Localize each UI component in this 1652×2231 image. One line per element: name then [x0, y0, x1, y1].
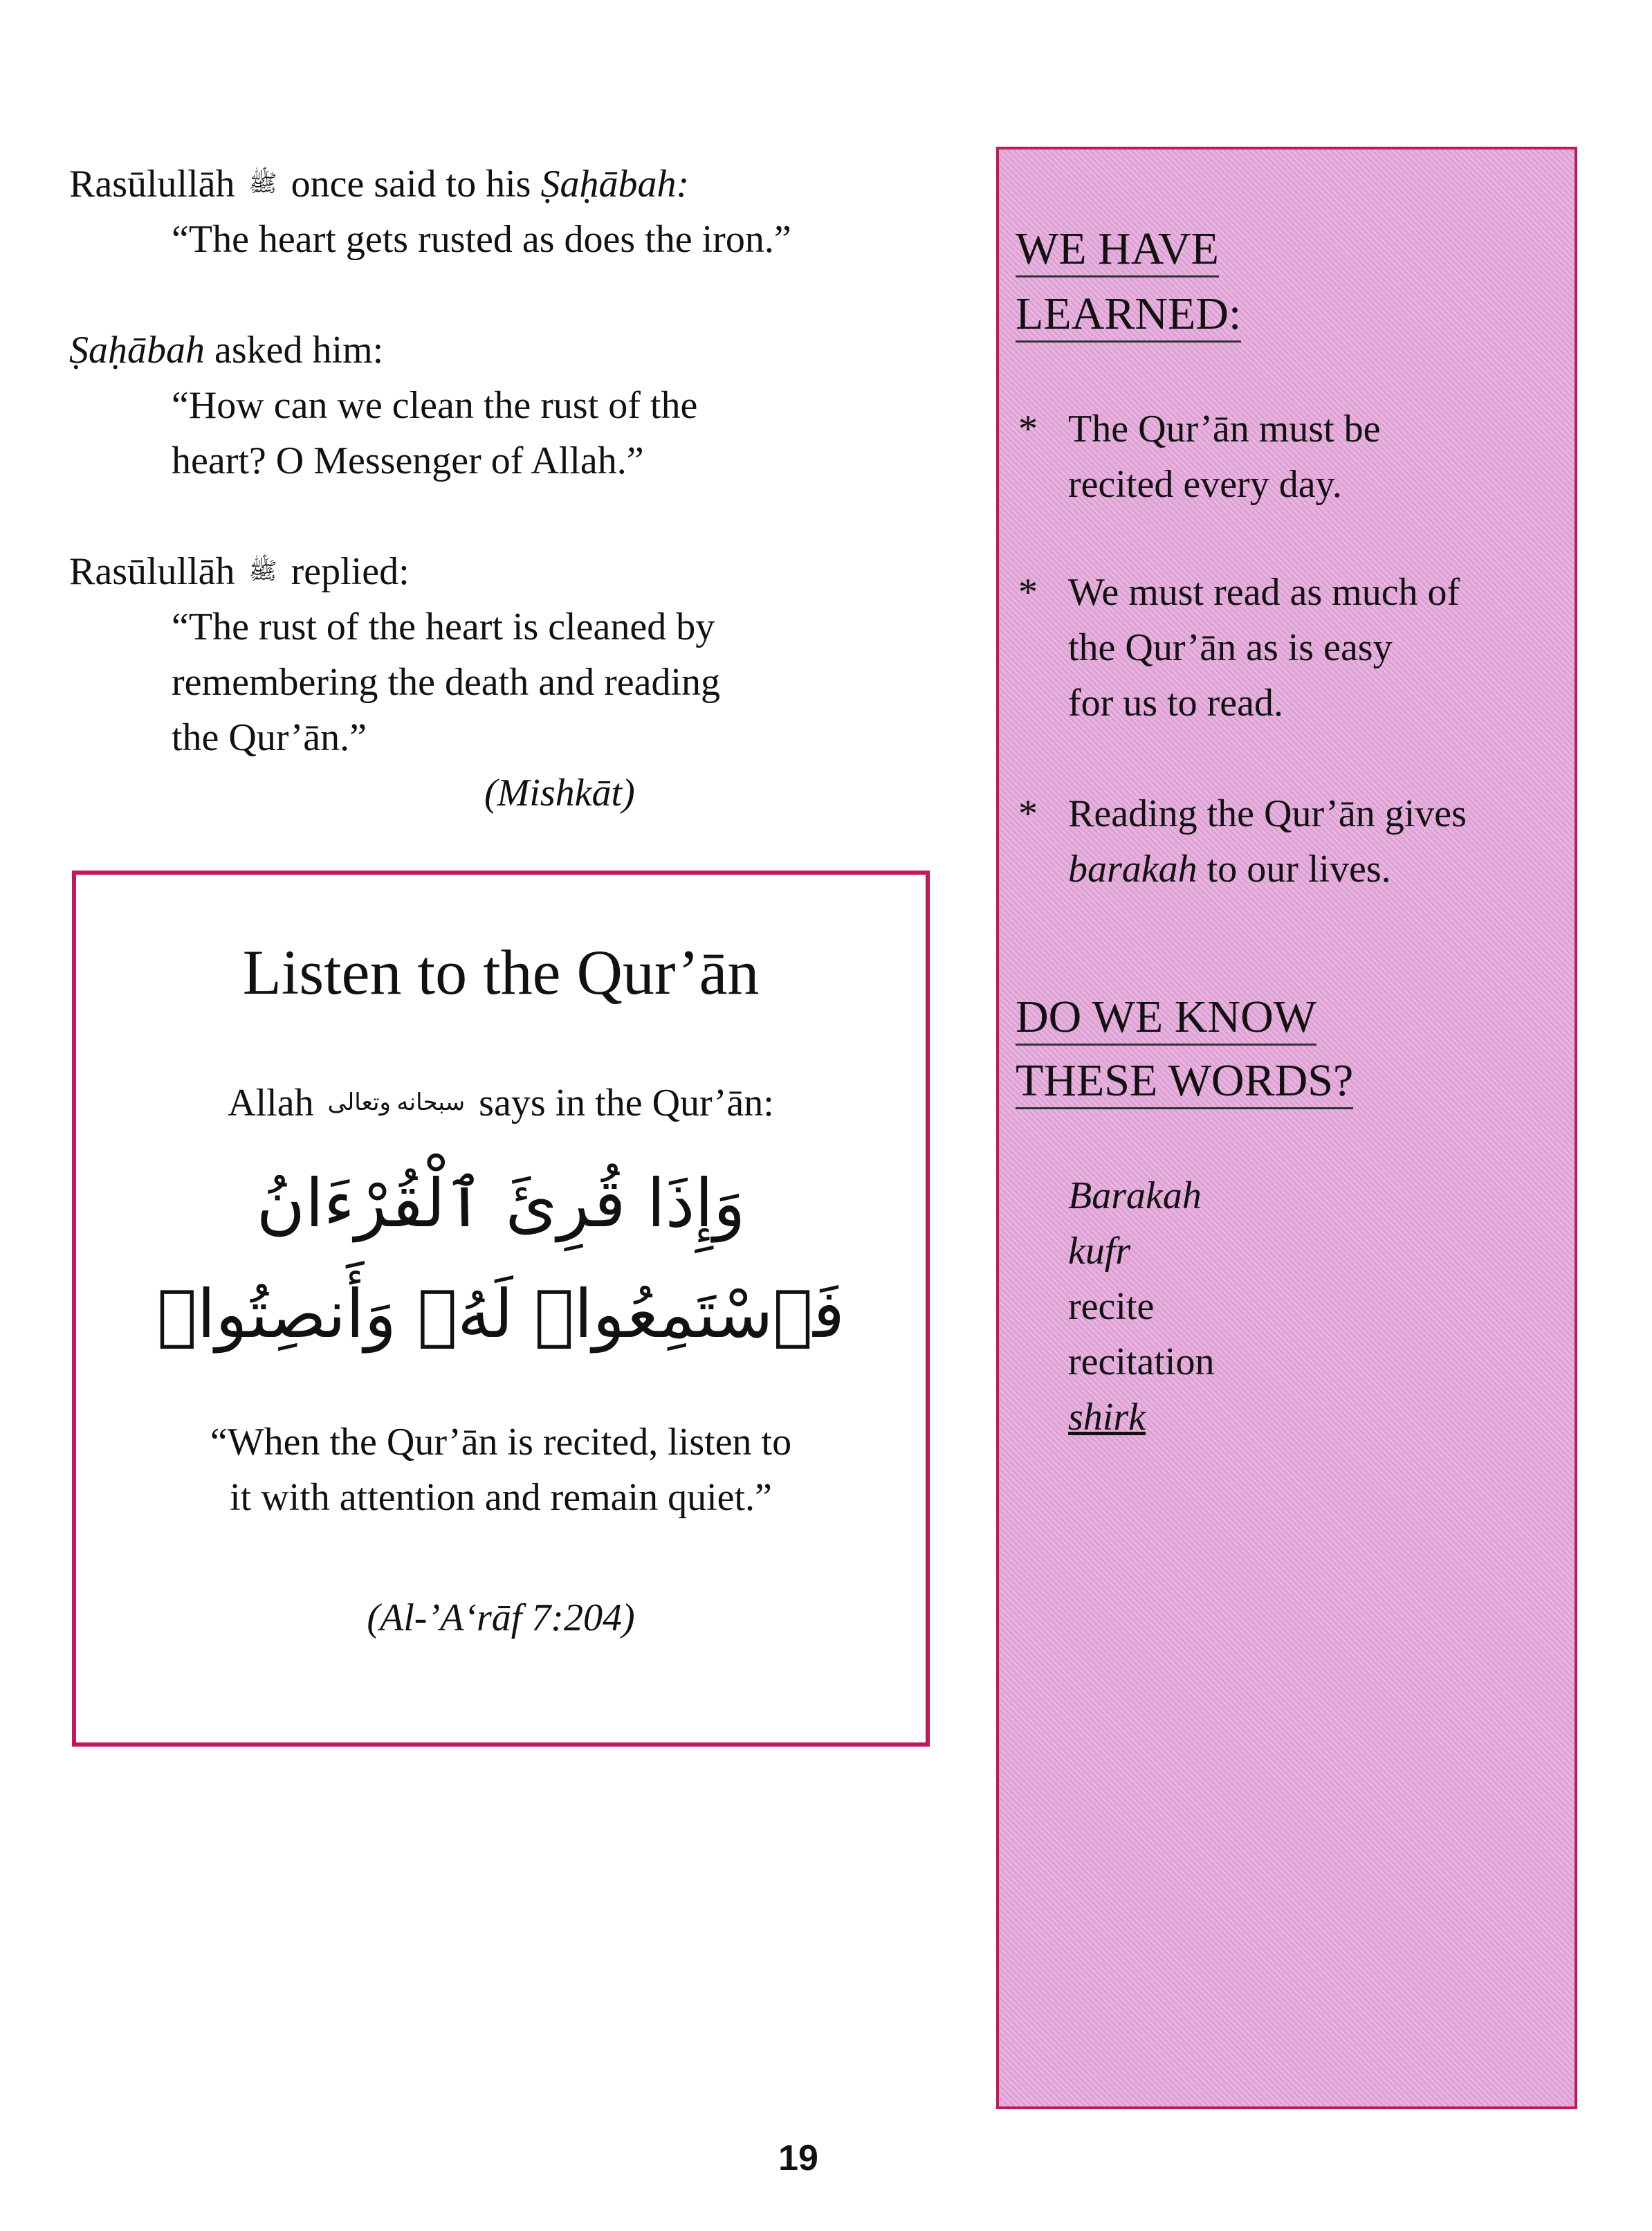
hadith-text: replied: — [291, 550, 410, 593]
hadith-line-5: heart? O Messenger of Allah.” — [172, 439, 644, 482]
honorific-calligraphy-icon: ﷺ — [248, 171, 277, 197]
learned-heading-line-1: WE HAVE — [1016, 219, 1219, 280]
vocab-word: shirk — [1068, 1396, 1146, 1439]
translation-line-2: it with attention and remain quiet.” — [230, 1476, 772, 1519]
hadith-text: asked him: — [214, 329, 384, 372]
quote-intro-before: Allah — [228, 1082, 314, 1124]
bullet-asterisk: * — [1018, 571, 1038, 614]
hadith-line-9: the Qur’ān.” — [172, 716, 367, 759]
words-heading-line-1: DO WE KNOW — [1016, 987, 1316, 1048]
learned-heading-line-2: LEARNED: — [1016, 284, 1241, 345]
translation-line-1: “When the Qur’ān is recited, listen to — [210, 1421, 792, 1464]
vocab-word: recite — [1068, 1285, 1155, 1328]
hadith-line-4: “How can we clean the rust of the — [172, 384, 698, 427]
page-number: 19 — [778, 2138, 818, 2178]
arabic-verse-line-1: وَإِذَا قُرِئَ ٱلْقُرْءَانُ — [256, 1165, 746, 1242]
quran-quote-box — [72, 871, 930, 1747]
vocab-word: recitation — [1068, 1340, 1215, 1383]
hadith-line-3 — [69, 322, 383, 378]
hadith-text: once said to his — [291, 163, 531, 206]
hadith-line-2: “The heart gets rusted as does the iron.” — [172, 218, 791, 261]
vocab-word: Barakah — [1068, 1174, 1202, 1217]
term-barakah: barakah — [1068, 848, 1197, 891]
hadith-emph: Ṣaḥābah: — [540, 163, 690, 206]
summary-sidebar: WE HAVE LEARNED: * The Qur’ān must be recited every day. * We must read as much of the Qur’ān as is easy for us to read. * Reading the Qur’ān gives barakah to our lives. DO WE KNOW THESE WORDS? Barakah kufr recite recitation shirk — [996, 147, 1577, 2109]
bullet-asterisk: * — [1018, 408, 1038, 450]
hadith-source: (Mishkāt) — [484, 772, 635, 814]
hadith-line-8: remembering the death and reading — [172, 661, 720, 704]
speaker: Rasūlullāh — [69, 550, 235, 593]
quote-box-title: Listen to the Qur’ān — [242, 937, 760, 1008]
vocab-word: kufr — [1068, 1230, 1131, 1273]
words-heading-line-2: THESE WORDS? — [1016, 1050, 1353, 1111]
quote-intro — [76, 1075, 926, 1131]
verse-reference: (Al-’A‘rāf 7:204) — [367, 1596, 635, 1639]
hadith-line-1 — [69, 156, 689, 212]
hadith-line-6 — [69, 544, 410, 599]
hadith-line-7: “The rust of the heart is cleaned by — [172, 605, 715, 648]
arabic-verse-line-2: فَٱسْتَمِعُوا۟ لَهُۥ وَأَنصِتُوا۟ — [157, 1275, 845, 1353]
bullet-asterisk: * — [1018, 792, 1038, 835]
honorific-calligraphy-icon: ﷺ — [248, 558, 277, 584]
honorific-calligraphy-icon: سبحانه وتعالى — [327, 1090, 466, 1116]
hadith-emph: Ṣaḥābah — [69, 329, 205, 372]
speaker: Rasūlullāh — [69, 163, 235, 206]
quote-intro-after: says in the Qur’ān: — [479, 1082, 774, 1124]
